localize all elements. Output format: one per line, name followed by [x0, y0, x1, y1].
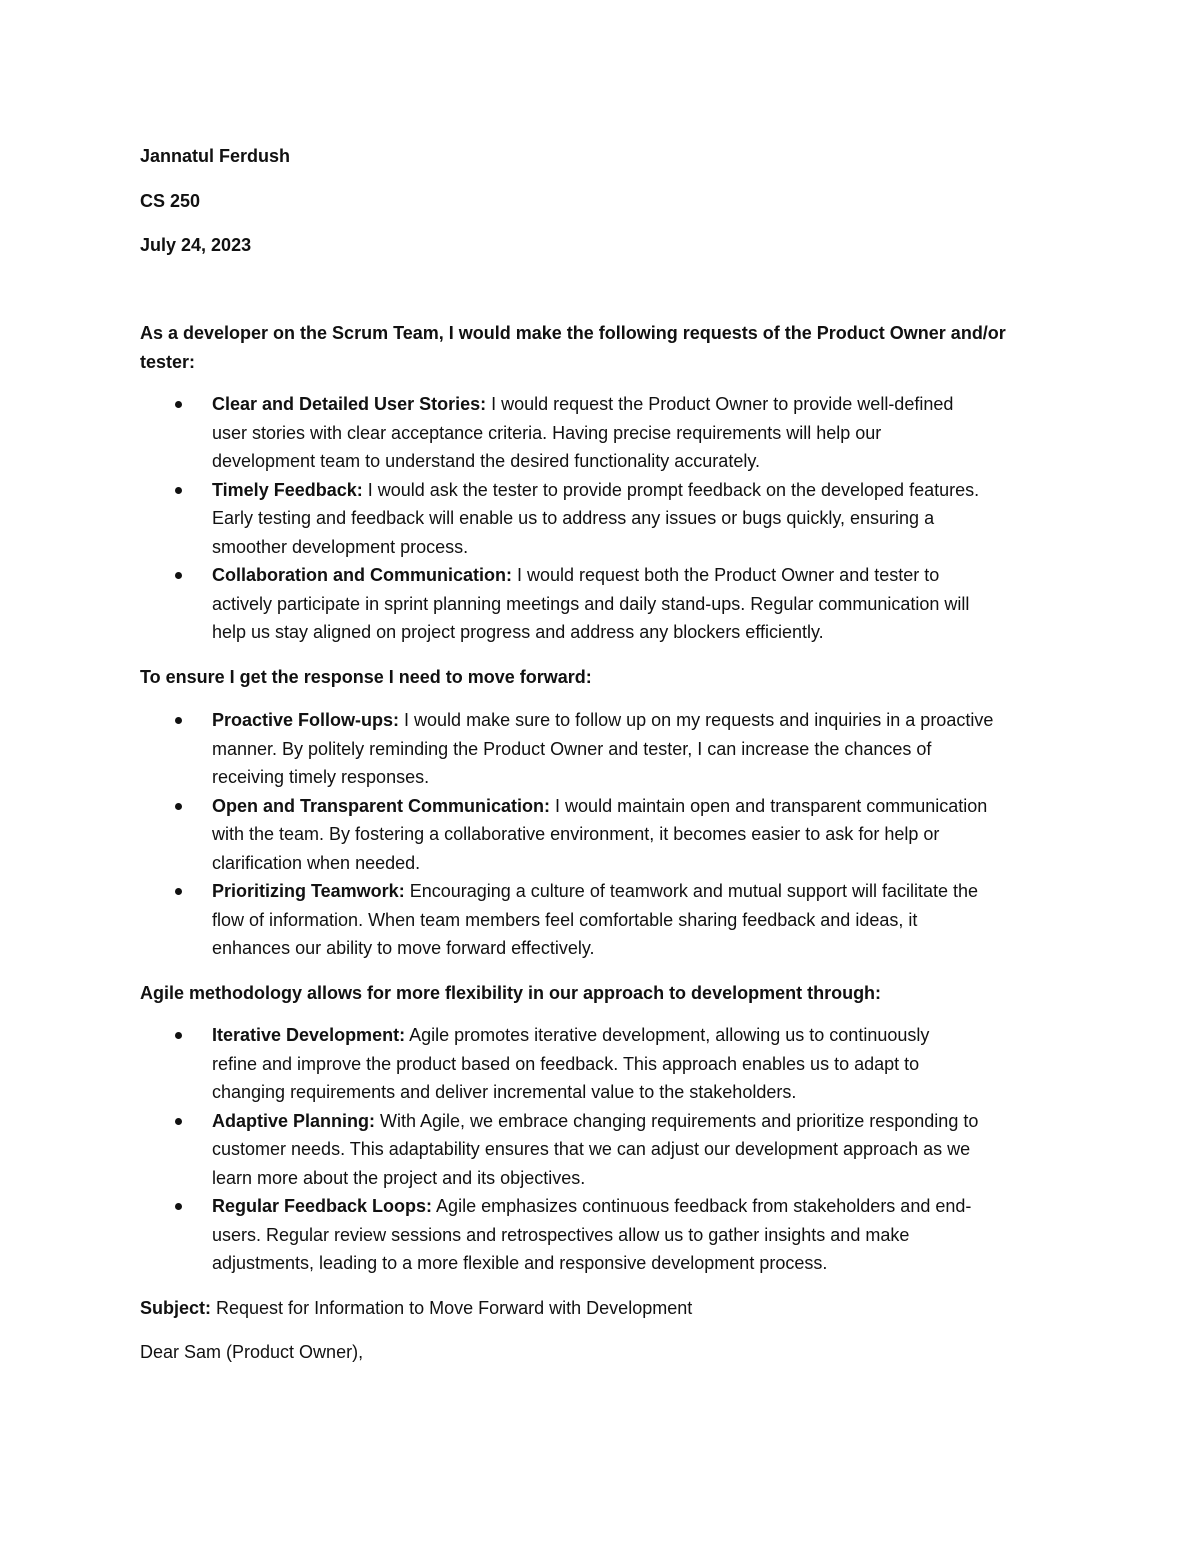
item-title: Open and Transparent Communication:: [212, 795, 551, 816]
item-title: Iterative Development:: [212, 1025, 406, 1045]
item-line: Early testing and feedback will enable us to address any issues or bugs quickly, ensuring a: [212, 508, 935, 528]
course-code: CS 250: [140, 191, 201, 211]
item-title: Prioritizing Teamwork:: [212, 881, 405, 901]
bullet-icon: [175, 888, 182, 895]
list-item: [140, 390, 1070, 476]
bullet-icon: [175, 717, 182, 724]
item-title: Clear and Detailed User Stories:: [212, 394, 487, 414]
document-date: July 24, 2023: [140, 235, 252, 255]
item-title: Timely Feedback:: [212, 479, 363, 500]
author-name: Jannatul Ferdush: [140, 146, 291, 166]
intro-heading-line-1: As a developer on the Scrum Team, I would make the following requests of the Product Owner and/or: [140, 323, 1006, 343]
item-line: enhances our ability to move forward effectively.: [212, 938, 595, 958]
bullet-icon: [175, 487, 182, 494]
item-line: I would request both the Product Owner and tester to: [512, 565, 940, 585]
subject-text: Request for Information to Move Forward with Development: [211, 1298, 693, 1318]
intro-heading-line-2: tester:: [140, 352, 196, 372]
item-line: receiving timely responses.: [212, 767, 430, 787]
list-item: [140, 877, 1070, 963]
list-item: [140, 476, 1070, 562]
list-item: [140, 792, 1070, 878]
requests-list: [140, 390, 1070, 647]
subject-label: Subject:: [140, 1298, 212, 1318]
item-line: I would make sure to follow up on my requests and inquiries in a proactive: [399, 710, 994, 730]
list-item: [140, 706, 1070, 792]
item-line: learn more about the project and its objectives.: [212, 1167, 586, 1188]
response-list: [140, 706, 1070, 963]
item-line: customer needs. This adaptability ensures that we can adjust our development approach as we: [212, 1139, 971, 1159]
item-line: Agile emphasizes continuous feedback from stakeholders and end-: [432, 1196, 972, 1216]
item-line: with the team. By fostering a collaborative environment, it becomes easier to ask for help or: [212, 824, 940, 844]
list-item: [140, 1021, 1070, 1107]
item-line: I would maintain open and transparent communication: [550, 795, 988, 816]
bullet-icon: [175, 572, 182, 579]
list-item: [140, 1192, 1070, 1278]
list-item: [140, 1107, 1070, 1193]
item-title: Proactive Follow-ups:: [212, 710, 400, 730]
list-item: [140, 561, 1070, 647]
agile-list: [140, 1021, 1070, 1278]
bullet-icon: [175, 1118, 182, 1125]
item-line: manner. By politely reminding the Product Owner and tester, I can increase the chances of: [212, 738, 932, 759]
item-title: Adaptive Planning:: [212, 1110, 376, 1131]
item-line: Encouraging a culture of teamwork and mutual support will facilitate the: [404, 881, 979, 901]
item-line: users. Regular review sessions and retrospectives allow us to gather insights and make: [212, 1224, 910, 1245]
agile-heading: Agile methodology allows for more flexibility in our approach to development through:: [140, 983, 882, 1003]
item-line: adjustments, leading to a more flexible and responsive development process.: [212, 1253, 828, 1273]
item-title: Regular Feedback Loops:: [212, 1196, 433, 1216]
item-line: I would ask the tester to provide prompt feedback on the developed features.: [362, 479, 980, 500]
bullet-icon: [175, 1032, 182, 1039]
item-line: help us stay aligned on project progress and address any blockers efficiently.: [212, 622, 824, 642]
subject-line: [140, 1297, 692, 1319]
bullet-icon: [175, 803, 182, 810]
bullet-icon: [175, 401, 182, 408]
item-line: clarification when needed.: [212, 852, 421, 873]
item-line: development team to understand the desired functionality accurately.: [212, 451, 760, 471]
item-line: I would request the Product Owner to provide well-defined: [486, 394, 954, 414]
item-line: Agile promotes iterative development, allowing us to continuously: [405, 1025, 930, 1045]
item-line: changing requirements and deliver incremental value to the stakeholders.: [212, 1082, 797, 1102]
item-line: smoother development process.: [212, 536, 469, 557]
bullet-icon: [175, 1203, 182, 1210]
item-line: refine and improve the product based on feedback. This approach enables us to adapt to: [212, 1053, 920, 1074]
salutation: Dear Sam (Product Owner),: [140, 1342, 364, 1362]
item-line: user stories with clear acceptance criteria. Having precise requirements will help our: [212, 422, 882, 443]
item-line: actively participate in sprint planning meetings and daily stand-ups. Regular communication will: [212, 593, 970, 614]
response-heading: To ensure I get the response I need to move forward:: [140, 667, 592, 687]
item-line: With Agile, we embrace changing requirements and prioritize responding to: [375, 1110, 979, 1131]
item-title: Collaboration and Communication:: [212, 565, 512, 585]
item-line: flow of information. When team members feel comfortable sharing feedback and ideas, it: [212, 909, 918, 930]
